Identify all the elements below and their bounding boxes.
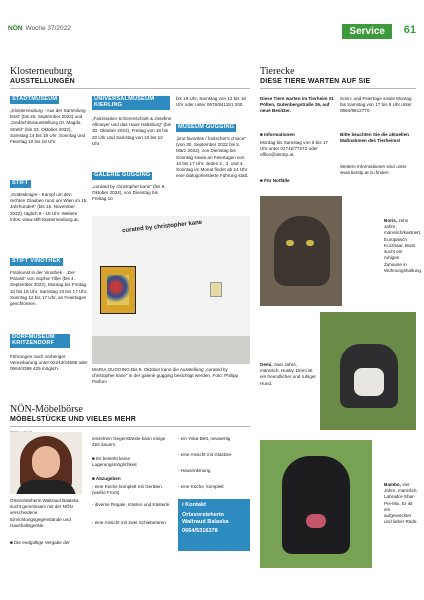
divider [10, 426, 250, 427]
stift-tag: STIFT [12, 180, 29, 186]
pet-bambo: Bambo, vier Jahre, männlich, Labrador-Shar-Pei-Mix. Er ist ein aufgeweckter und lieber Rüde. [384, 482, 418, 525]
vinothek-tag: STIFT VINOTHEK [12, 258, 61, 264]
pet-demi: Demi, zwei Jahre, männlich, Husky. Demi ist ein freundlicher und ruhiger Hund. [260, 362, 316, 386]
vinothek-text: Fotokunst in der Vinothek - „Der Parasit“ von Sophie Tiller (bis 4. September 2022), Montag bis Freitag 10 bis 18 Uhr, Samstag 10 bis 17 Uhr, Sonntag 12 bis 17 Uhr, an Feiertagen geschlossen. [10, 270, 88, 307]
painting-small [210, 282, 222, 297]
market-list-2-0: - eine Küche komplett mit Geräten (weiße Front) [92, 484, 162, 496]
stift-text: „Gottesknigre - Kampf um den rechten Glauben rund um Wien im 15. Jahrhundert“ (bis 15. November 2022), täglich 9 - 18 Uhr. Weitere Infos: www.stift-klosterneuburg.at. [10, 192, 88, 222]
portrait-photo [10, 432, 82, 494]
dorfmuseum-text: Führungen nach vorheriger Vereinbarung unter 02243/24689 oder 0664/4389 425 möglich. [10, 354, 88, 372]
divider [10, 88, 250, 89]
animals-emergency: ■ Für Notfälle [260, 178, 290, 183]
market-abzugeben: ■ Abzugeben [92, 476, 121, 481]
contact-phone: 0664/5316378 [182, 527, 218, 534]
museum-gugging-text: „brut favorites / foolscher's choice“ (von 30. September 2022 bis 5. März 2023), von Dienstag bis Sonntag sowie an Feiertagen von 10 bis 17 Uhr. Jeden 2., 3. und 4. Sonntag im Monat findet ab 14 Uhr eine dialogorientierte Führung statt. [176, 136, 249, 179]
museums-subtitle: AUSSTELLUNGEN [10, 78, 75, 85]
galerie-tag: GALERIE GUGGING [94, 172, 151, 178]
animals-info-title: ■ Informationen [260, 132, 295, 137]
gallery-photo [92, 216, 250, 364]
pet-boris: Boris, zehn Jahre, männlich/kastriert, Europäisch Kurzhaar. Boris sucht ein ruhiges Zuhause in Wohnungshaltung. [384, 218, 423, 273]
animals-info: Montag bis Samstag von 8 bis 17 Uhr unter 02742/77272 oder office@tierstp.at. [260, 140, 328, 158]
market-list-2-1: - diverse Regale, Kästen und Kästerle [92, 502, 170, 507]
painting-large [100, 266, 136, 314]
market-intro: Ortsvorsteherin Waltraud Balaska sucht gemeinsam mit der NÖN verschiedene Einrichtungsgegenstände und Haushaltsgeräte. [10, 498, 79, 528]
section-badge: Service [342, 24, 392, 39]
market-list-3-0: - ein Yoka-Bett, neuwertig [178, 436, 231, 441]
contact-name: Ortsvorsteherin Waltraud Balaska [182, 512, 229, 525]
market-title: NÖN-Möbelbörse [10, 404, 83, 415]
animals-more: Weitere Informationen sind unter www.tierstp.at zu finden. [340, 164, 407, 176]
market-list-2-2: - eine Ansicht mit zwei Schiebetüren [92, 520, 166, 525]
market-list-3-2: - Hausrinkmung [178, 468, 211, 473]
galerie-text: „curated by christopher kane“ (bis 9. Oktober 2022), von Dienstag bis Freitag 10 [92, 184, 166, 202]
kierling-tag: UNIVERSALMUSEUM KIERLING [92, 96, 170, 110]
kierling-text: „Faszination Scherenschnitt & Josefine Allmayer und das Haus Habsburg“ (bis 30. Oktober 2022), Freitag von 18 bis 20 Uhr und Samstag von 10 bis 12 Uhr. [92, 116, 172, 146]
page-header [8, 24, 416, 40]
animals-hours: Sonn- und Feiertage sowie Montag bis Samstag von 17 bis 8 Uhr unter 0664/9812770. [340, 96, 412, 114]
animals-measures: Bitte beachten Sie die aktuellen Maßnahmen des Tierheims! [340, 132, 409, 144]
cat-boris-photo [260, 196, 342, 306]
contact-heading: i Kontakt [182, 502, 206, 508]
museums-title: Klosterneuburg [10, 66, 73, 77]
dog-bambo-photo [260, 440, 372, 568]
contact-box [178, 499, 250, 551]
publication-label: NÖN Woche 37/2022 [8, 25, 71, 32]
market-col2: einzelnen Gegenstände kann einige Zeit dauern. [92, 436, 166, 448]
market-subtitle: MÖBELSTÜCKE UND VIELES MEHR [10, 416, 136, 423]
stadtmuseum-text: „Klosterneuburg - Aus der Sammlung Essl“ (bis 25. September 2022) und „Gedächtnisausstellung Dr. Magda Strebl“ (bis 23. Oktober 2022), Samstag 14 bis 18 Uhr, Sonntag und Feiertag 10 bis 18 Uhr. [10, 108, 86, 145]
dog-demi-photo [320, 312, 416, 430]
stadtmuseum-tag: STADTMUSEUM [12, 96, 58, 102]
market-bullet: ■ Die endgültige Vergabe der [10, 540, 70, 545]
gallery-wall-text: curated by christopher kane [121, 219, 203, 235]
dorfmuseum-tag: DORFMUSEUM KRITZENDORF [10, 334, 70, 348]
museum-gugging-tag: MUSEUM GUGGING [178, 124, 235, 130]
galerie-text-continued: bis 18 Uhr, Samstag von 12 bis 18 Uhr oder unter 0676/841181 200. [176, 96, 246, 108]
market-list-3-1: - eine Ansicht mit Glastüre [178, 452, 232, 457]
animals-subtitle: DIESE TIERE WARTEN AUF SIE [260, 78, 371, 85]
animals-title: Tierecke [260, 66, 295, 77]
gallery-caption: MARIA GUGGING Bis 9. Oktober kann die Ausstellung „curated by christopher kane“ in der galerie gugging besichtigt werden. Foto: Philipp Parfum [92, 367, 239, 385]
divider [260, 88, 416, 89]
market-lager: ■ Es besteht keine Lagerungsmöglichkeit [92, 456, 137, 468]
market-list-3-3: - eine Küche, komplett [178, 484, 224, 489]
animals-intro: Diese Tiere warten im Tierheim St. Pölten, Gutenbergstraße 26, auf neue Besitzer. [260, 96, 335, 114]
page-number: 61 [403, 24, 416, 36]
